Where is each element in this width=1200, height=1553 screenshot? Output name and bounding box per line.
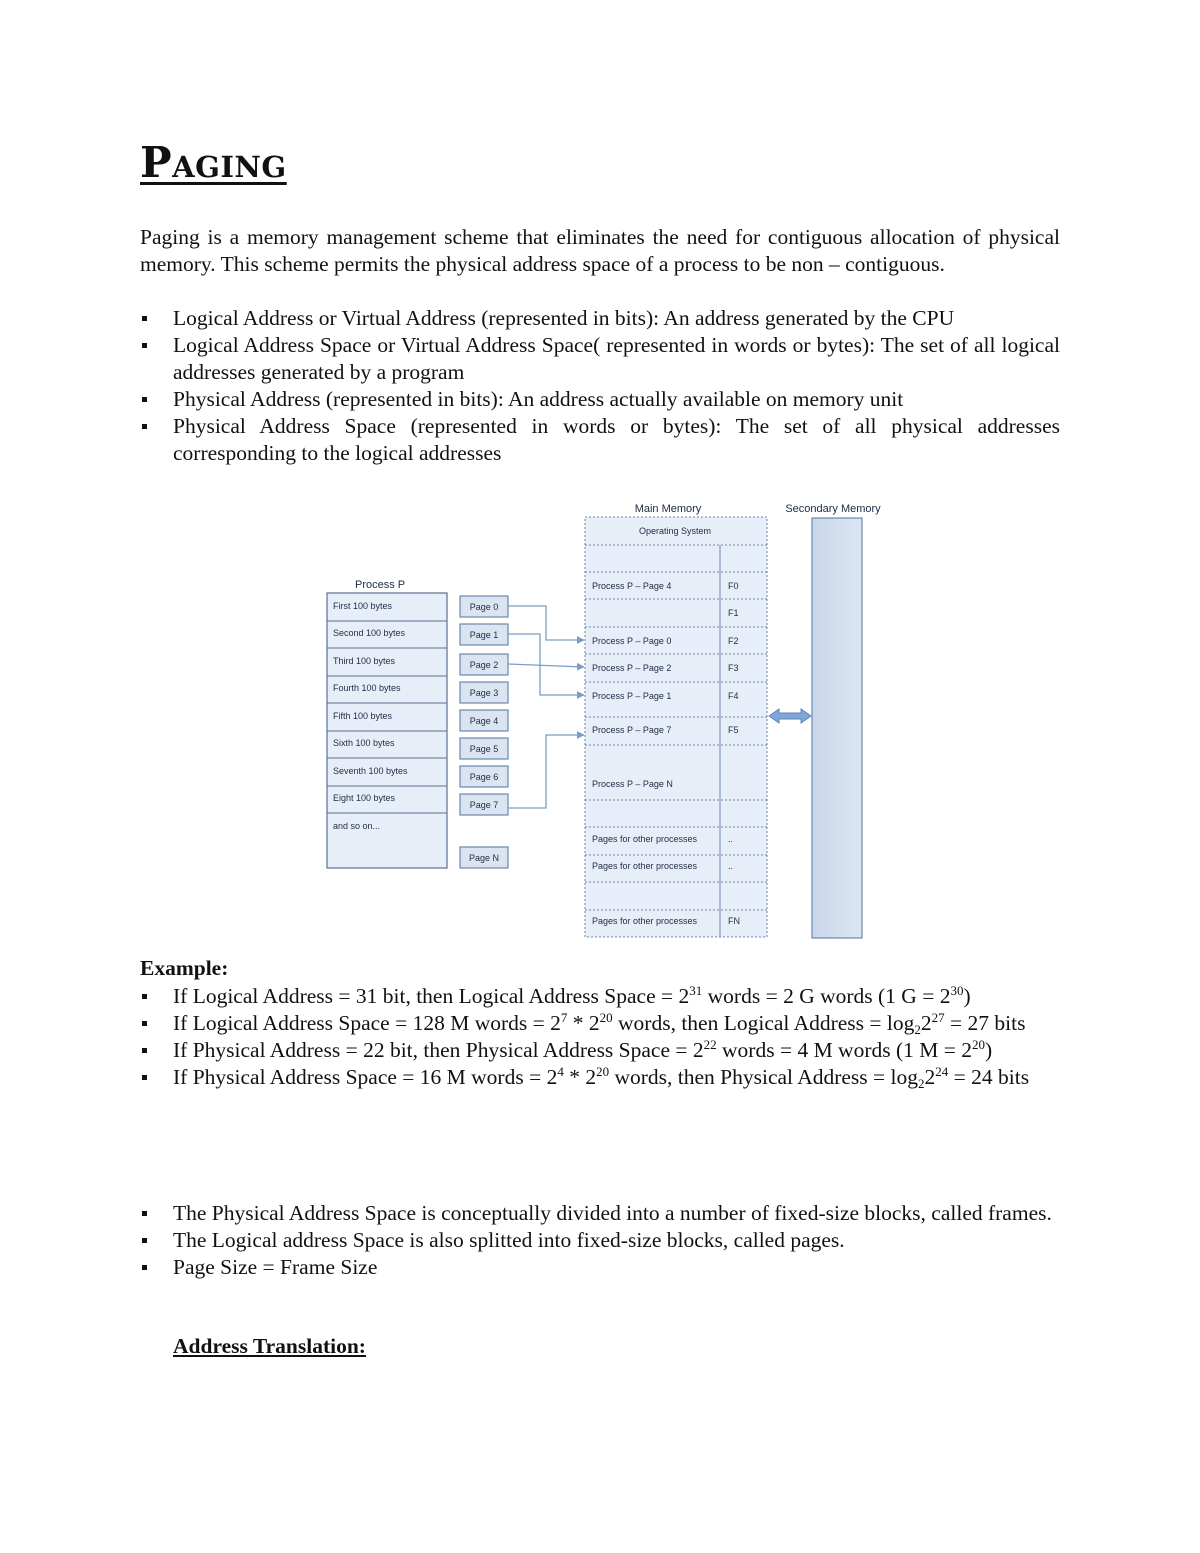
os-label: Operating System: [638, 526, 712, 536]
memory-row-frame: F5: [728, 725, 739, 735]
memory-row-frame: F2: [728, 636, 739, 646]
process-row: Second 100 bytes: [333, 628, 406, 638]
secondary-memory-block: [812, 518, 862, 938]
frame-point-item: Page Size = Frame Size: [140, 1254, 1060, 1281]
page-box: Page N: [468, 853, 500, 863]
page-box: Page 6: [469, 772, 499, 782]
memory-row-frame: F1: [728, 608, 739, 618]
definition-item: Physical Address Space (represented in words or bytes): The set of all physical addresses corresponding to the logical addresses: [140, 413, 1060, 467]
paging-diagram: [320, 495, 900, 945]
memory-row-content: Pages for other processes: [592, 861, 698, 871]
process-label: Process P: [355, 579, 406, 591]
mapping-arrows: [508, 606, 584, 808]
process-row: Fourth 100 bytes: [333, 683, 401, 693]
frame-points-list: [140, 1200, 1060, 1281]
double-arrow-icon: [769, 709, 811, 723]
page-box: Page 0: [469, 602, 499, 612]
page-box: Page 5: [469, 744, 499, 754]
process-row: First 100 bytes: [333, 601, 393, 611]
memory-row-frame: FN: [728, 916, 740, 926]
example-item: If Logical Address = 31 bit, then Logical Address Space = $2^{31}$ words = 2 G words (1 $G = 2^{30}$): [140, 983, 1060, 1010]
memory-row-content: Process P – Page N: [592, 779, 673, 789]
process-row: and so on...: [333, 821, 381, 831]
memory-row-content: Process P – Page 2: [592, 663, 672, 673]
page-box: Page 7: [469, 800, 499, 810]
definition-item: Physical Address (represented in bits): An address actually available on memory unit: [140, 386, 1060, 413]
page-box: Page 1: [469, 630, 499, 640]
memory-row-content: Process P – Page 0: [592, 636, 672, 646]
example-item: If Physical Address Space = 16 M words = $2^4 * 2^{20}$ words, then Physical Address = $\log_22^{24} = 24$ bits: [140, 1064, 1060, 1091]
main-memory-label: Main Memory: [634, 503, 702, 515]
memory-row-content: Process P – Page 4: [592, 581, 672, 591]
memory-row-frame: F3: [728, 663, 739, 673]
frame-point-item: The Logical address Space is also splitted into fixed-size blocks, called pages.: [140, 1227, 1060, 1254]
page-box: Page 2: [469, 660, 499, 670]
page-title: Paging: [140, 138, 287, 187]
definitions-list: [140, 305, 1060, 467]
secondary-memory-label: Secondary Memory: [785, 503, 881, 515]
example-heading: Example:: [140, 956, 229, 980]
examples-list: [140, 983, 1060, 1091]
frame-point-item: The Physical Address Space is conceptually divided into a number of fixed-size blocks, called frames.: [140, 1200, 1060, 1227]
memory-row-content: Process P – Page 7: [592, 725, 672, 735]
process-row: Sixth 100 bytes: [333, 738, 395, 748]
address-translation-heading: Address Translation:: [173, 1334, 366, 1358]
memory-row-frame: F0: [728, 581, 739, 591]
definition-item: Logical Address or Virtual Address (represented in bits): An address generated by the CPU: [140, 305, 1060, 332]
definition-item: Logical Address Space or Virtual Address Space( represented in words or bytes): The set of all logical addresses generated by a program: [140, 332, 1060, 386]
memory-row-content: Pages for other processes: [592, 916, 698, 926]
page-box: Page 4: [469, 716, 499, 726]
process-row: Eight 100 bytes: [333, 793, 396, 803]
memory-row-frame: ..: [728, 861, 734, 871]
memory-row-frame: ..: [728, 834, 734, 844]
intro-paragraph: Paging is a memory management scheme that eliminates the need for contiguous allocation of physical memory. This scheme permits the physical address space of a process to be non – contiguous.: [140, 225, 1060, 276]
process-row: Seventh 100 bytes: [333, 766, 408, 776]
memory-row-content: Process P – Page 1: [592, 691, 672, 701]
example-item: If Physical Address = 22 bit, then Physical Address Space = $2^{22}$ words = 4 M words (1 $M = 2^{20}$): [140, 1037, 1060, 1064]
memory-row-frame: F4: [728, 691, 739, 701]
page-box: Page 3: [469, 688, 499, 698]
memory-row-content: Pages for other processes: [592, 834, 698, 844]
process-row: Third 100 bytes: [333, 656, 396, 666]
example-item: If Logical Address Space = 128 M words = $2^7 * 2^{20}$ words, then Logical Address = $\log_22^{27} = 27$ bits: [140, 1010, 1060, 1037]
process-row: Fifth 100 bytes: [333, 711, 393, 721]
